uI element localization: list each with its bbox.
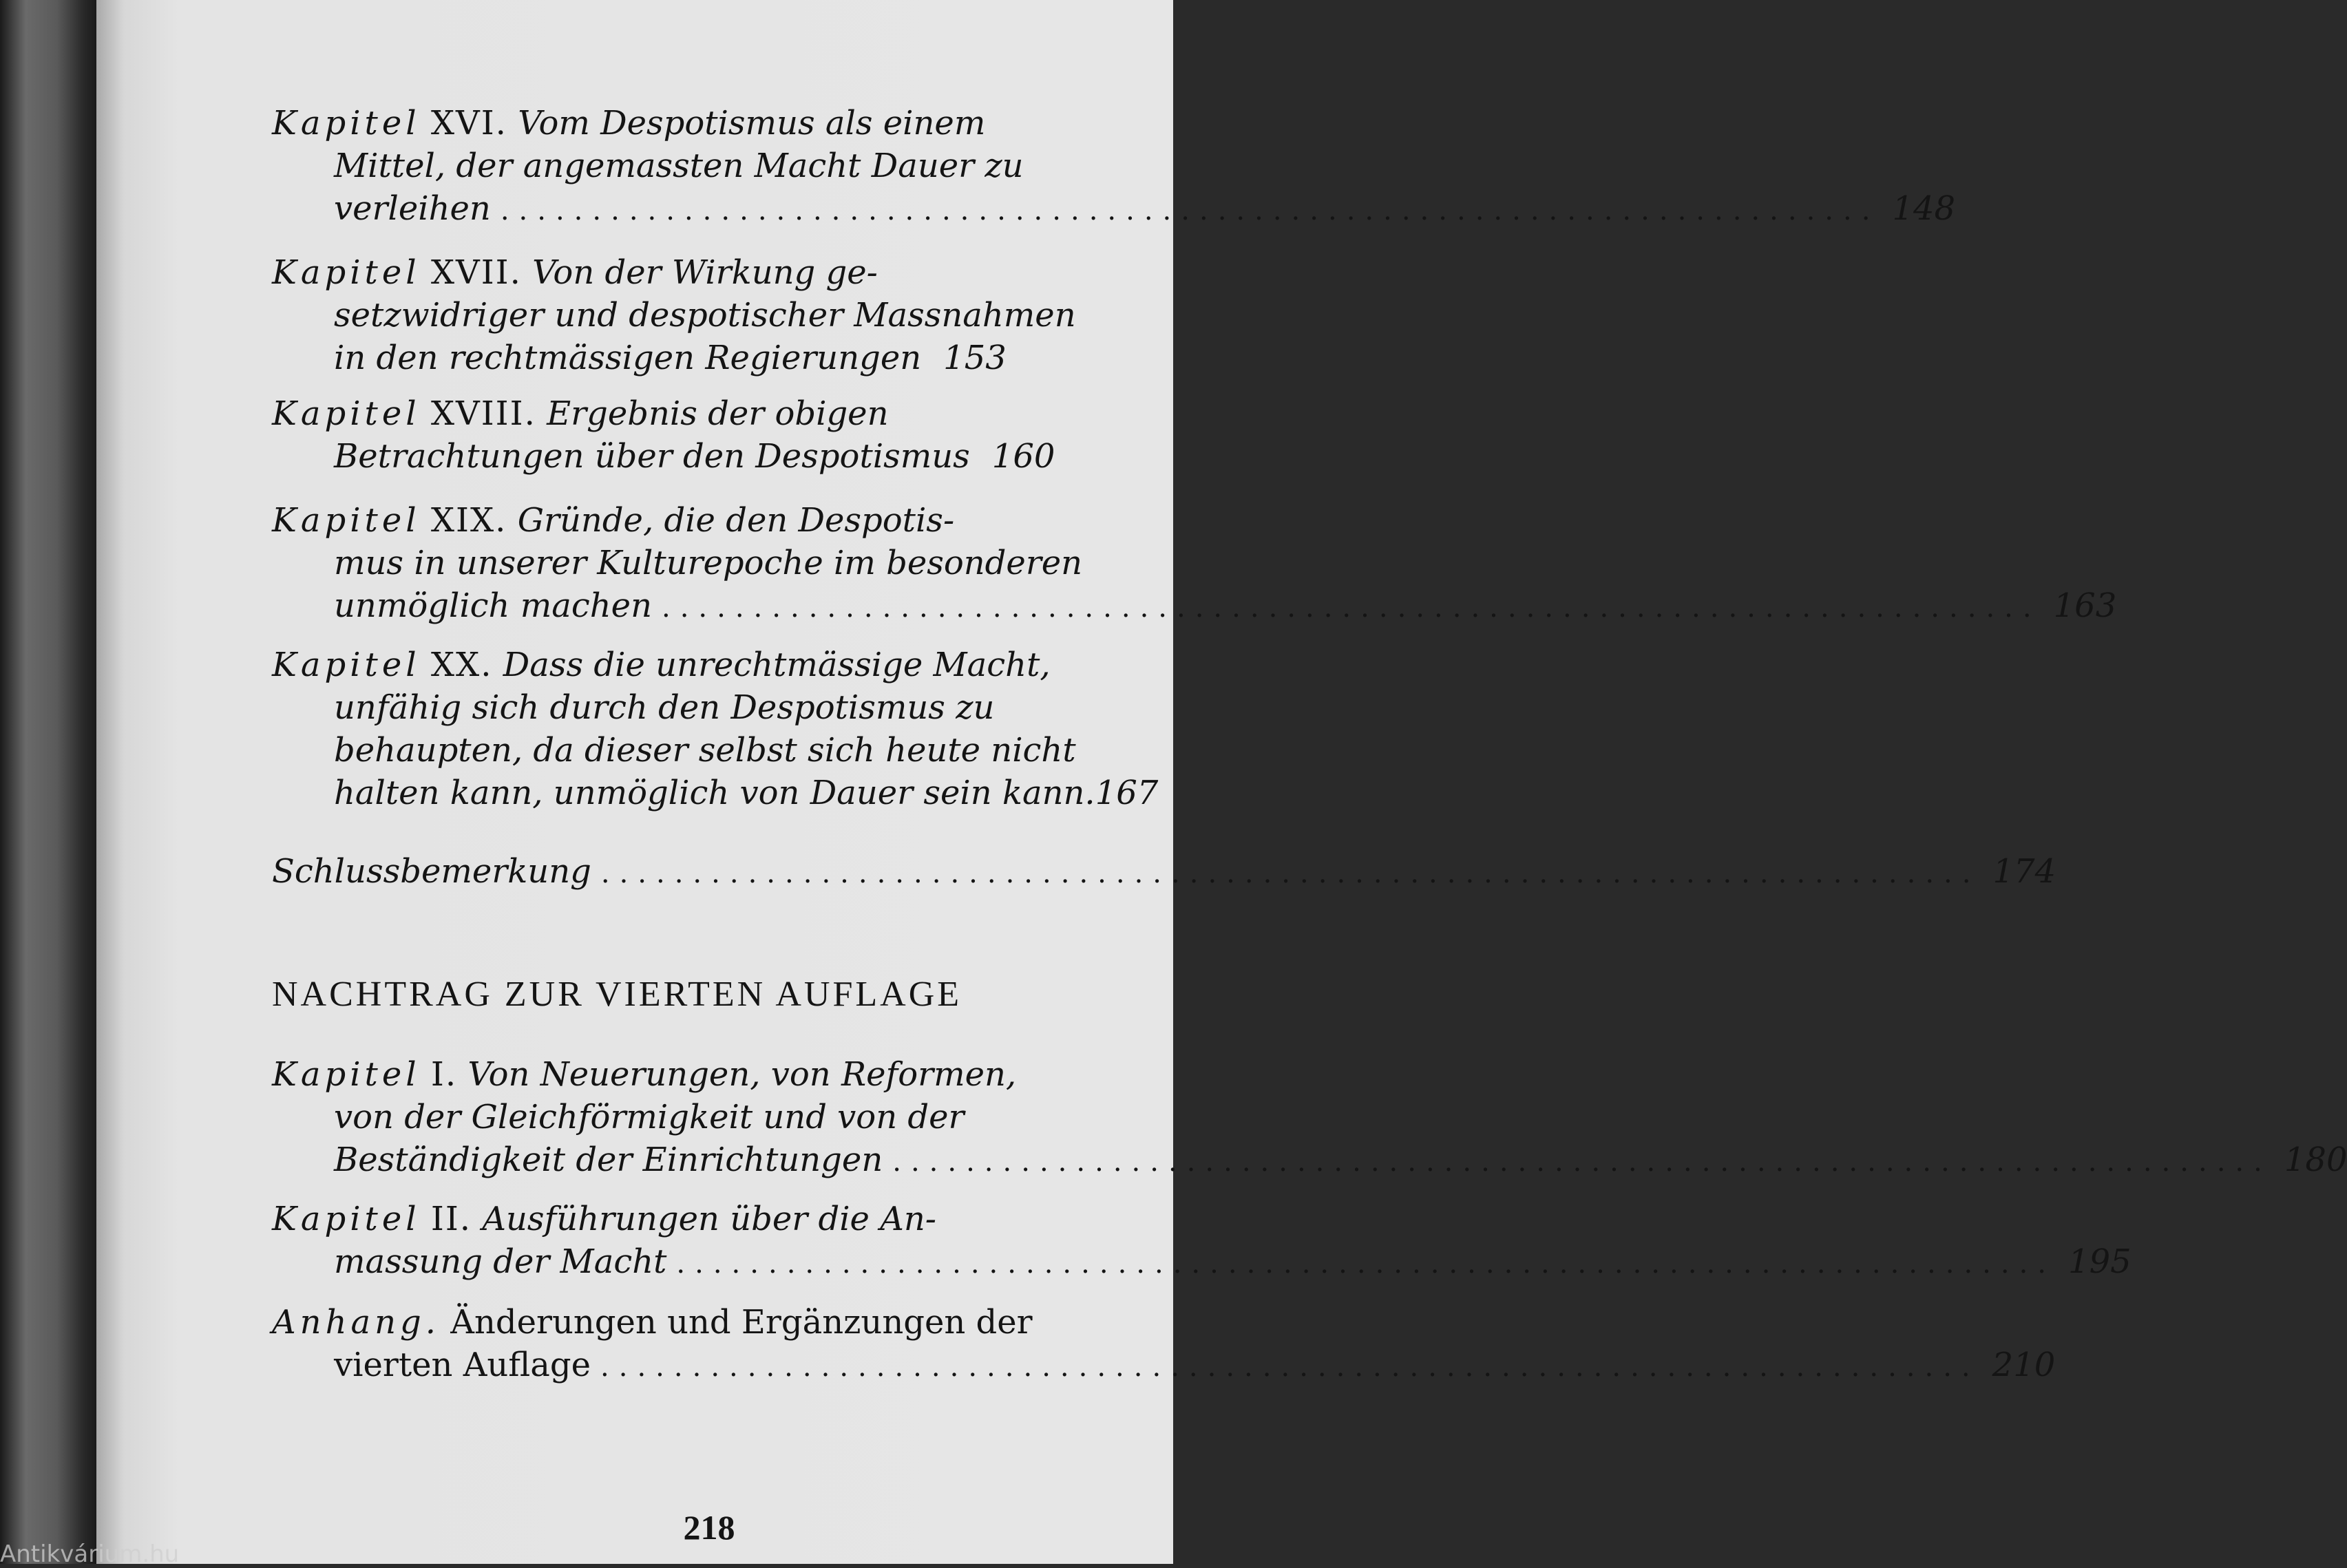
chapter-title-line: von der Gleichförmigkeit und von der: [334, 1098, 965, 1136]
chapter-title: Schlussbemerkung: [272, 852, 591, 891]
chapter-numeral: XIX.: [430, 501, 507, 540]
chapter-label: Kapitel: [272, 501, 421, 540]
chapter-title-line: Änderungen und Ergänzungen der: [450, 1303, 1033, 1342]
leader-dots: ...........................................................................: [500, 195, 1880, 226]
chapter-title-line: unfähig sich durch den Despotismus zu: [334, 688, 995, 727]
toc-entry-kapitel-xvii: [272, 251, 1076, 381]
chapter-numeral: XVII.: [430, 253, 522, 292]
page-number: 195: [2068, 1242, 2132, 1281]
page-number: 174: [1992, 852, 2056, 891]
chapter-title-line: Ausführungen über die An-: [482, 1200, 936, 1238]
chapter-title-line: mus in unserer Kulturepoche im besonderen: [334, 544, 1083, 582]
chapter-title-line: setzwidriger und despotischer Massnahmen: [334, 296, 1076, 335]
toc-entry-kapitel-xvi: [272, 102, 1956, 232]
chapter-label: Kapitel: [272, 1200, 421, 1238]
chapter-title-line: massung der Macht: [334, 1242, 667, 1281]
chapter-title-line: halten kann, unmöglich von Dauer sein kann.: [334, 774, 1095, 812]
toc-entry-kapitel-xix: [272, 499, 2117, 629]
chapter-label: Kapitel: [272, 394, 421, 433]
chapter-numeral: I.: [430, 1055, 458, 1094]
chapter-title-line: Gründe, die den Despotis-: [517, 501, 955, 540]
chapter-numeral: XVIII.: [430, 394, 536, 433]
chapter-title-line: Ergebnis der obigen: [547, 394, 889, 433]
toc-entry-kapitel-xx: [272, 644, 1159, 814]
folio-page-number: 218: [683, 1508, 735, 1547]
chapter-title-line: Vom Despotismus als einem: [518, 104, 986, 142]
chapter-title-line: unmöglich machen: [334, 586, 652, 625]
table-of-contents: [96, 0, 2347, 1564]
chapter-title-line: Mittel, der angemassten Macht Dauer zu: [334, 147, 1024, 185]
chapter-title-line: verleihen: [334, 189, 491, 228]
leader-dots: ...........................................................................: [676, 1248, 2056, 1280]
toc-entry-nachtrag-kapitel-ii: [272, 1198, 2132, 1285]
chapter-label: Anhang.: [272, 1303, 441, 1342]
leader-dots: ...........................................................................: [600, 858, 1981, 889]
chapter-title-line: Von Neuerungen, von Reformen,: [467, 1055, 1017, 1094]
chapter-label: Kapitel: [272, 646, 421, 684]
chapter-title-line: Von der Wirkung ge-: [532, 253, 878, 292]
chapter-numeral: XVI.: [430, 104, 507, 142]
leader-dots: ...........................................................................: [600, 1351, 1980, 1383]
page-number: 163: [2053, 586, 2117, 625]
watermark: Antikvárium.hu: [0, 1540, 180, 1568]
chapter-label: Kapitel: [272, 1055, 421, 1094]
chapter-title-line: behaupten, da dieser selbst sich heute nicht: [334, 731, 1076, 770]
toc-entry-nachtrag-kapitel-i: [272, 1053, 2347, 1183]
book-page: [96, 0, 2347, 1564]
page-number: 160: [991, 437, 1055, 476]
chapter-title-line: vierten Auflage: [334, 1346, 591, 1384]
chapter-title-line: Dass die unrechtmässige Macht,: [503, 646, 1051, 684]
page-number: 153: [943, 339, 1007, 377]
page-number: 148: [1892, 189, 1956, 228]
chapter-title-line: in den rechtmässigen Regierungen: [334, 339, 922, 377]
chapter-numeral: II.: [430, 1200, 472, 1238]
book-spine: [0, 0, 103, 1564]
page-number: 167: [1095, 774, 1159, 812]
page-number: 210: [1992, 1346, 2056, 1384]
chapter-label: Kapitel: [272, 253, 421, 292]
toc-entry-schlussbemerkung: [272, 850, 2056, 895]
leader-dots: ...........................................................................: [892, 1146, 2272, 1178]
page-number: 180: [2284, 1141, 2347, 1179]
chapter-label: Kapitel: [272, 104, 421, 142]
chapter-title-line: Beständigkeit der Einrichtungen: [334, 1141, 883, 1179]
chapter-title-line: Betrachtungen über den Despotismus: [334, 437, 970, 476]
chapter-numeral: XX.: [430, 646, 493, 684]
toc-entry-anhang: [272, 1301, 2056, 1388]
leader-dots: ...........................................................................: [661, 592, 2041, 624]
section-heading: NACHTRAG ZUR VIERTEN AUFLAGE: [272, 975, 962, 1014]
toc-entry-kapitel-xviii: [272, 392, 1055, 480]
